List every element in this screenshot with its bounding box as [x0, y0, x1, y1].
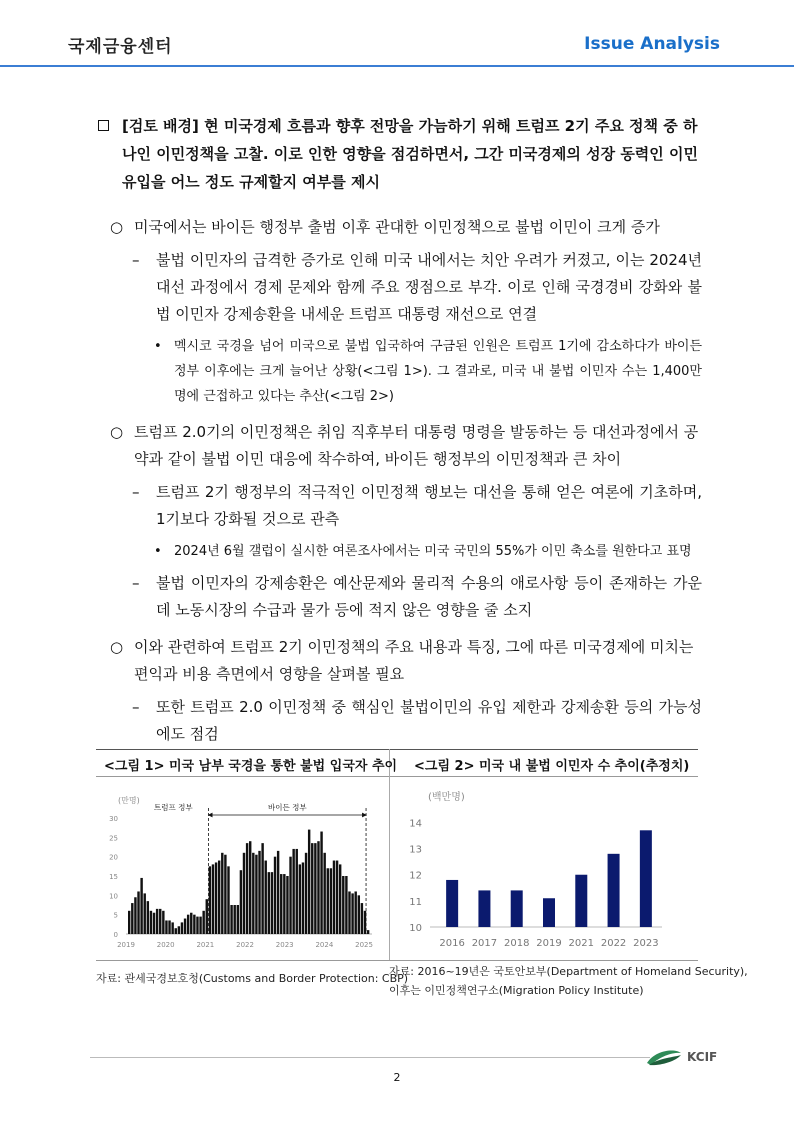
bar-mark — [575, 875, 587, 927]
figure-2-source-line-1: 자료: 2016~19년은 국토안보부(Department of Homeland Security), — [389, 965, 748, 978]
bar-mark — [233, 905, 235, 934]
bar-mark — [128, 911, 130, 934]
figure-2-title: <그림 2> 미국 내 불법 이민자 수 추이(추정치) — [414, 759, 690, 774]
bar-mark — [224, 855, 226, 934]
bar-mark — [299, 864, 301, 934]
bar-mark — [348, 891, 350, 934]
bar-mark — [323, 853, 325, 934]
bar-mark — [240, 870, 242, 934]
y-unit-label: (백만명) — [428, 792, 465, 803]
dash-marker-icon: – — [132, 574, 140, 592]
bar-mark — [134, 897, 136, 934]
y-tick-label: 15 — [109, 873, 118, 881]
circle-marker-icon: ○ — [110, 218, 124, 236]
section-point — [96, 419, 702, 473]
bar-mark — [354, 891, 356, 934]
figure-2-source-line-2: 이후는 이민정책연구소(Migration Policy Institute) — [389, 984, 644, 997]
bar-mark — [162, 911, 164, 934]
bullet-marker-icon: • — [154, 544, 162, 559]
dash-marker-icon: – — [132, 251, 140, 269]
bar-mark — [345, 876, 347, 934]
bar-mark — [446, 880, 458, 927]
bar-mark — [268, 872, 270, 934]
lead-paragraph — [96, 112, 702, 196]
bar-mark — [243, 853, 245, 934]
figure-title-rule — [96, 776, 698, 777]
y-tick-label: 20 — [109, 853, 118, 862]
point-text: 미국에서는 바이든 행정부 출범 이후 관대한 이민정책으로 불법 이민이 크게 증가 — [134, 218, 660, 236]
bar-mark — [156, 909, 158, 934]
bar-mark — [137, 891, 139, 934]
sub-point — [96, 694, 702, 748]
x-tick-label: 2020 — [156, 941, 175, 949]
annotation-label: 트럼프 정부 — [153, 803, 193, 812]
x-tick-label: 2021 — [196, 941, 215, 949]
y-tick-label: 5 — [113, 911, 118, 920]
bar-mark — [252, 853, 254, 934]
bar-mark — [314, 843, 316, 934]
point-text: 이와 관련하여 트럼프 2기 이민정책의 주요 내용과 특징, 그에 따른 미국경제에 미치는 편익과 비용 측면에서 영향을 살펴볼 필요 — [134, 638, 694, 683]
bar-mark — [333, 861, 335, 934]
bar-mark — [140, 878, 142, 934]
bar-mark — [283, 874, 285, 934]
sub-point — [96, 479, 702, 533]
report-body — [96, 112, 702, 748]
bar-mark — [190, 913, 192, 934]
detail-point — [96, 539, 702, 564]
bar-mark — [261, 843, 263, 934]
x-tick-label: 2021 — [568, 938, 595, 949]
page-number: 2 — [393, 1071, 401, 1084]
figure-1-title: <그림 1> 미국 남부 국경을 통한 불법 입국자 추이 — [104, 759, 398, 774]
sub-point-text: 또한 트럼프 2.0 이민정책 중 핵심인 불법이민의 유입 제한과 강제송환 등의 가능성에도 점검 — [156, 698, 702, 743]
bar-mark — [171, 922, 173, 934]
bar-mark — [218, 861, 220, 934]
bar-mark — [543, 898, 555, 927]
bar-mark — [165, 920, 167, 934]
y-tick-label: 14 — [409, 818, 422, 830]
bar-mark — [187, 915, 189, 934]
x-tick-label: 2024 — [315, 941, 334, 949]
sub-point — [96, 570, 702, 624]
x-tick-label: 2019 — [536, 938, 562, 949]
header-rule — [0, 65, 794, 67]
dash-marker-icon: – — [132, 698, 140, 716]
x-tick-label: 2018 — [503, 938, 530, 949]
bar-mark — [184, 919, 186, 934]
x-tick-label: 2023 — [275, 941, 294, 949]
sub-point-text: 트럼프 2기 행정부의 적극적인 이민정책 행보는 대선을 통해 얻은 여론에 기초하며, 1기보다 강화될 것으로 관측 — [156, 483, 702, 528]
bar-mark — [351, 893, 353, 934]
sub-point-text: 불법 이민자의 급격한 증가로 인해 미국 내에서는 치안 우려가 커졌고, 이는 2024년 대선 과정에서 경제 문제와 함께 주요 쟁점으로 부각. 이로 인해 국경경비 강화와 불법 이민자 강제송환을 내세운 트럼프 대통령 재선으로 연결 — [156, 251, 702, 323]
bar-mark — [320, 832, 322, 934]
bar-mark — [511, 890, 523, 927]
bar-mark — [221, 853, 223, 934]
checkbox-icon — [98, 120, 109, 131]
bar-mark — [330, 868, 332, 934]
bar-mark — [181, 922, 183, 934]
bar-mark — [358, 895, 360, 934]
bar-mark — [199, 917, 201, 934]
bar-mark — [289, 857, 291, 934]
x-tick-label: 2017 — [471, 938, 498, 949]
bar-mark — [168, 920, 170, 934]
y-tick-label: 10 — [109, 892, 118, 901]
svg-text:KCIF: KCIF — [687, 1050, 718, 1064]
bar-mark — [209, 866, 211, 934]
x-tick-label: 2019 — [117, 941, 135, 949]
x-tick-label: 2022 — [600, 938, 627, 949]
figure-bottom-rule — [96, 960, 698, 961]
bar-mark — [361, 903, 363, 934]
dash-marker-icon: – — [132, 483, 140, 501]
bar-mark — [305, 853, 307, 934]
bar-mark — [327, 868, 329, 934]
y-tick-label: 12 — [409, 870, 422, 882]
x-tick-label: 2025 — [355, 941, 373, 949]
bar-mark — [159, 909, 161, 934]
circle-marker-icon: ○ — [110, 423, 124, 441]
bar-mark — [336, 861, 338, 934]
sub-point-text: 불법 이민자의 강제송환은 예산문제와 물리적 수용의 애로사항 등이 존재하는 가운데 노동시장의 수급과 물가 등에 적지 않은 영향을 줄 소지 — [156, 574, 702, 619]
point-text: 트럼프 2.0기의 이민정책은 취임 직후부터 대통령 명령을 발동하는 등 대선과정에서 공약과 같이 불법 이민 대응에 착수하여, 바이든 행정부의 이민정책과 큰 차이 — [134, 423, 699, 468]
figure-divider — [389, 749, 390, 961]
bar-mark — [342, 876, 344, 934]
bar-mark — [175, 928, 177, 934]
bar-mark — [296, 849, 298, 934]
y-tick-label: 13 — [409, 844, 422, 856]
bar-mark — [367, 930, 369, 934]
header-series: Issue Analysis — [584, 34, 720, 54]
x-tick-label: 2016 — [439, 938, 465, 949]
header-org: 국제금융센터 — [68, 37, 173, 57]
figure-top-rule — [96, 749, 698, 750]
bar-mark — [339, 864, 341, 934]
annotation-label: 바이든 정부 — [267, 803, 307, 812]
bar-mark — [196, 917, 198, 934]
bar-mark — [131, 903, 133, 934]
detail-text: 2024년 6월 갤럽이 실시한 여론조사에서는 미국 국민의 55%가 이민 축소를 원한다고 표명 — [174, 544, 692, 559]
y-unit-label: (만명) — [118, 796, 140, 805]
bar-mark — [258, 851, 260, 934]
bar-mark — [212, 864, 214, 934]
y-tick-label: 0 — [113, 931, 118, 939]
bar-mark — [292, 849, 294, 934]
chart-border-crossings — [96, 782, 386, 954]
bar-mark — [193, 915, 195, 934]
bar-mark — [230, 905, 232, 934]
bar-mark — [144, 893, 146, 934]
chart-undocumented-population — [392, 782, 698, 954]
bar-mark — [178, 926, 180, 934]
bar-mark — [237, 905, 239, 934]
bar-mark — [206, 899, 208, 934]
bar-mark — [280, 874, 282, 934]
bar-mark — [608, 854, 620, 927]
figure-1-source: 자료: 관세국경보호청(Customs and Border Protection: CBP) — [96, 972, 409, 985]
bar-mark — [277, 851, 279, 934]
bar-mark — [286, 876, 288, 934]
x-tick-label: 2023 — [633, 938, 659, 949]
bar-mark — [308, 830, 310, 934]
bar-mark — [317, 841, 319, 934]
bar-mark — [150, 911, 152, 934]
bullet-marker-icon: • — [154, 339, 162, 354]
y-tick-label: 30 — [109, 815, 118, 823]
bar-mark — [311, 843, 313, 934]
bar-mark — [265, 861, 267, 934]
bar-mark — [302, 862, 304, 934]
kcif-logo-icon — [645, 1044, 729, 1070]
bar-mark — [153, 913, 155, 934]
section-point — [96, 214, 702, 241]
y-tick-label: 11 — [409, 896, 422, 908]
bar-mark — [202, 911, 204, 934]
lead-text: [검토 배경] 현 미국경제 흐름과 향후 전망을 가늠하기 위해 트럼프 2기 주요 정책 중 하나인 이민정책을 고찰. 이로 인한 영향을 점검하면서, 그간 미국경제의 성장 동력인 이민 유입을 어느 정도 규제할지 여부를 제시 — [122, 117, 698, 191]
section-point — [96, 634, 702, 688]
x-tick-label: 2022 — [236, 941, 254, 949]
sub-point — [96, 247, 702, 328]
bar-mark — [478, 890, 490, 927]
bar-mark — [274, 857, 276, 934]
bar-mark — [215, 862, 217, 934]
y-tick-label: 25 — [109, 834, 118, 843]
bar-mark — [147, 901, 149, 934]
bar-mark — [255, 855, 257, 934]
detail-point — [96, 334, 702, 409]
y-tick-label: 10 — [409, 923, 422, 934]
detail-text: 멕시코 국경을 넘어 미국으로 불법 입국하여 구금된 인원은 트럼프 1기에 감소하다가 바이든 정부 이후에는 크게 늘어난 상황(<그림 1>). 그 결과로, 미국 내 불법 이민자 수는 1,400만명에 근접하고 있다는 추산(<그림 2>) — [174, 339, 702, 404]
bar-mark — [227, 866, 229, 934]
bar-mark — [249, 841, 251, 934]
circle-marker-icon: ○ — [110, 638, 124, 656]
bar-mark — [640, 830, 652, 927]
bar-mark — [271, 872, 273, 934]
footer-rule — [90, 1057, 650, 1058]
bar-mark — [246, 843, 248, 934]
